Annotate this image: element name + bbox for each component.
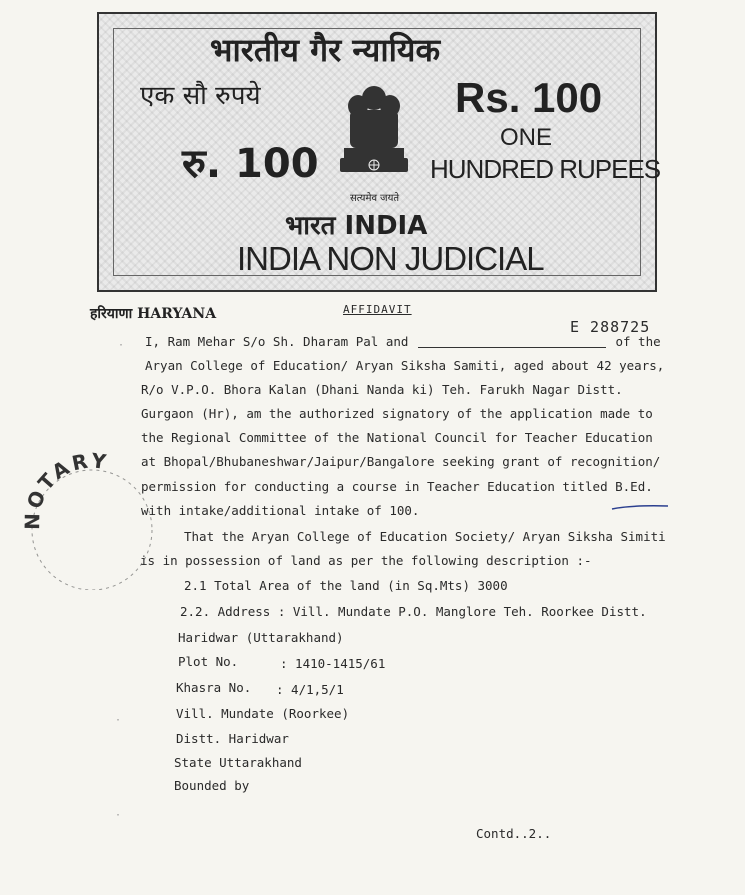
body-line-4: Gurgaon (Hr), am the authorized signatory of the application made to	[141, 406, 653, 421]
plot-value: : 1410-1415/61	[280, 656, 386, 671]
stamp-hindi-amount: एक सौ रुपये	[140, 81, 261, 111]
margin-mark: ·	[115, 810, 122, 821]
body-line-1	[145, 334, 661, 349]
village-line: Vill. Mundate (Roorkee)	[176, 706, 350, 721]
district-line: Distt. Haridwar	[176, 731, 289, 746]
body-line-2: Aryan College of Education/ Aryan Siksha Samiti, aged about 42 years,	[145, 358, 665, 373]
document-title: AFFIDAVIT	[343, 303, 412, 316]
item-2-1: 2.1 Total Area of the land (in Sq.Mts) 3000	[184, 578, 508, 593]
para2-line-1: That the Aryan College of Education Society/ Aryan Siksha Simiti	[184, 529, 666, 544]
para2-line-2: is in possession of land as per the following description :-	[140, 553, 592, 568]
continued-note: Contd..2..	[476, 826, 552, 841]
bounded-by-line: Bounded by	[174, 778, 250, 793]
state-label: हरियाणा HARYANA	[90, 306, 217, 322]
item-2-2: 2.2. Address : Vill. Mundate P.O. Manglore Teh. Roorkee Distt.	[180, 604, 647, 619]
body-line-3: R/o V.P.O. Bhora Kalan (Dhani Nanda ki) Teh. Farukh Nagar Distt.	[141, 382, 623, 397]
ashoka-emblem-icon	[336, 80, 412, 190]
item-2-2-cont: Haridwar (Uttarakhand)	[178, 630, 344, 645]
blank-fill-line	[418, 347, 606, 348]
khasra-value: : 4/1,5/1	[276, 682, 344, 697]
khasra-label: Khasra No.	[176, 680, 252, 695]
body-line-7: permission for conducting a course in Teacher Education titled B.Ed.	[141, 479, 653, 494]
notary-seal	[20, 450, 160, 590]
svg-text:NOTARY	[20, 450, 110, 530]
ink-underline-mark	[610, 502, 670, 512]
stamp-country: भारत INDIA	[285, 211, 428, 241]
notary-seal-text: NOTARY	[20, 450, 111, 531]
margin-mark: ·	[118, 340, 125, 351]
body-line-1b: of the	[615, 334, 661, 349]
plot-label: Plot No.	[178, 654, 239, 669]
state-line: State Uttarakhand	[174, 755, 302, 770]
body-line-8: with intake/additional intake of 100.	[141, 503, 420, 518]
stamp-words-one: ONE	[500, 124, 553, 151]
margin-mark: ·	[115, 715, 122, 726]
serial-number: E 288725	[570, 318, 651, 336]
stamp-rs-value: Rs. 100	[455, 74, 603, 121]
body-line-5: the Regional Committee of the National Council for Teacher Education	[141, 430, 653, 445]
stamp-ru-value: रु. 100	[182, 141, 319, 187]
stamp-words-hundred: HUNDRED RUPEES	[430, 154, 661, 184]
stamp-paper-type: INDIA NON JUDICIAL	[237, 240, 544, 277]
body-line-1a: I, Ram Mehar S/o Sh. Dharam Pal and	[145, 334, 409, 349]
stamp-motto: सत्यमेव जयते	[350, 193, 400, 204]
body-line-6: at Bhopal/Bhubaneshwar/Jaipur/Bangalore seeking grant of recognition/	[141, 454, 661, 469]
stamp-hindi-title: भारतीय गैर न्यायिक	[210, 31, 441, 69]
